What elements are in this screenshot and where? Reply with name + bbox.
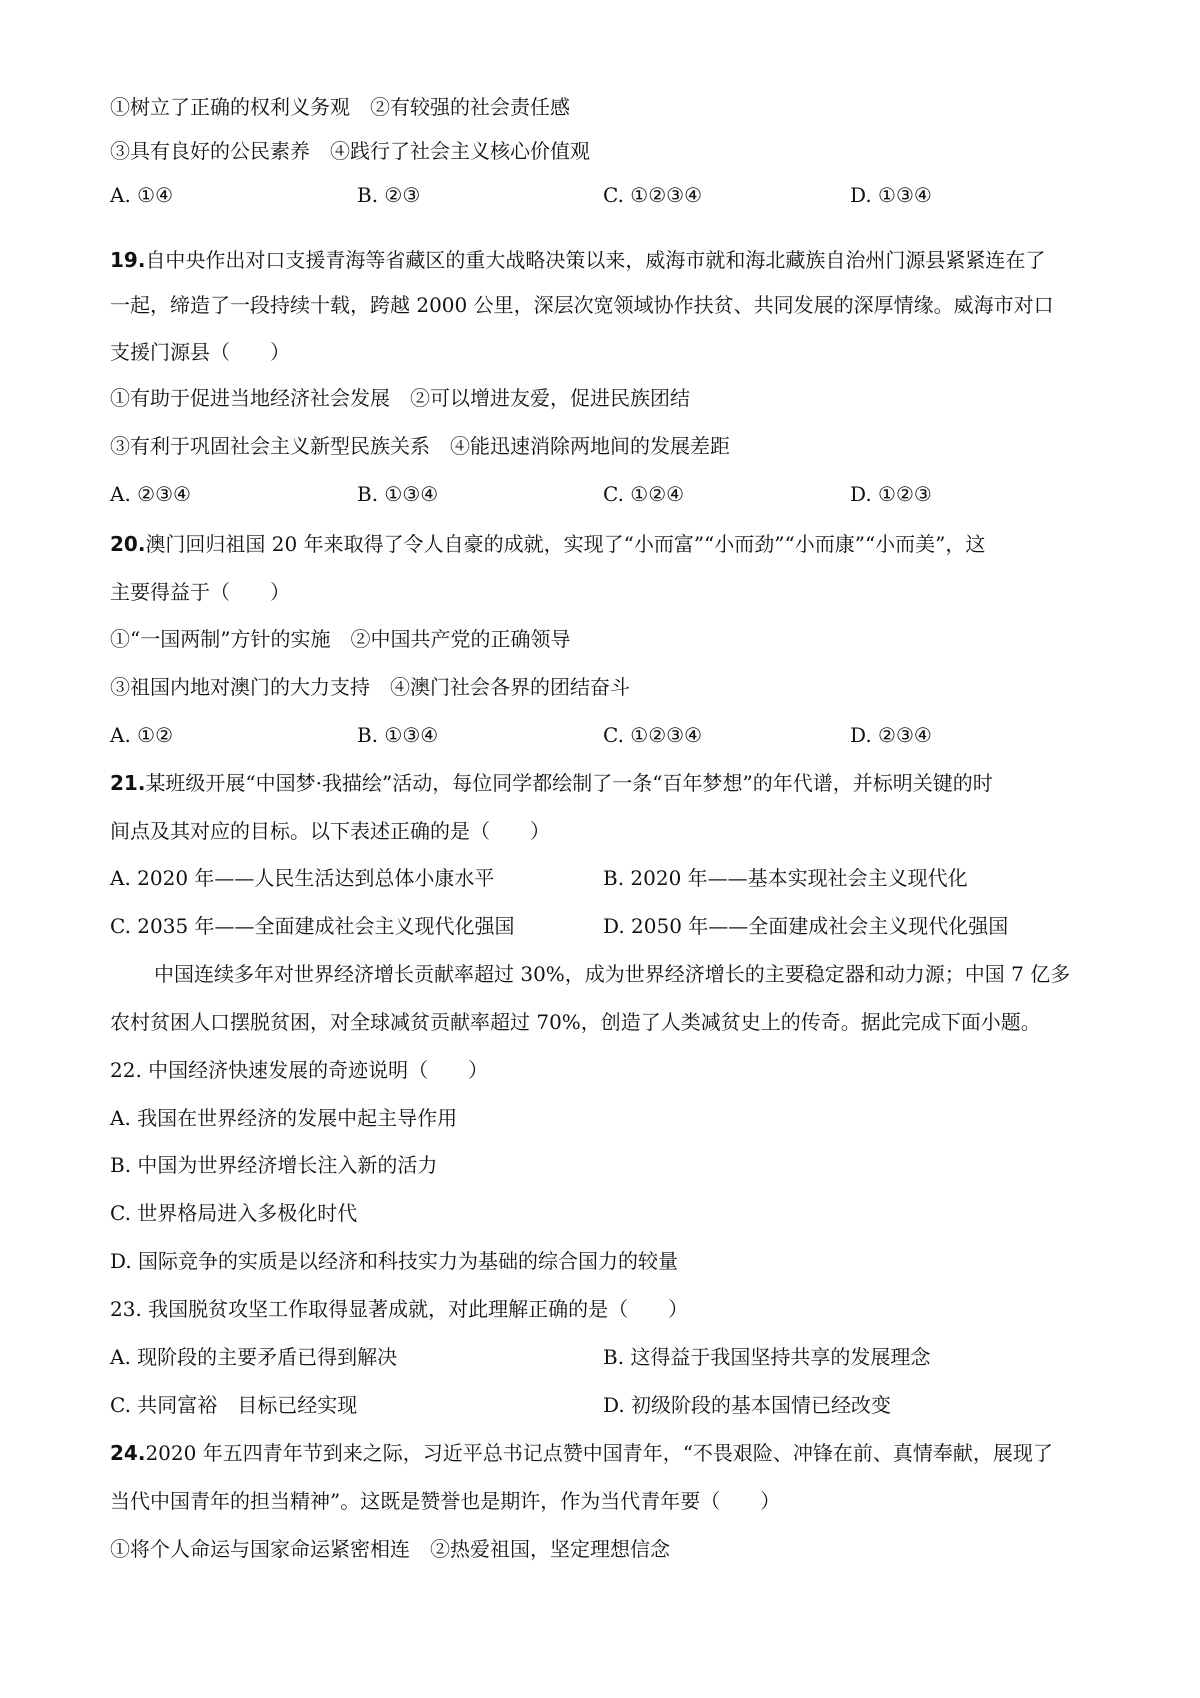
q20-stem-line-2: 主要得益于（ ）: [110, 580, 290, 604]
q21-option-a: A. 2020 年——人民生活达到总体小康水平: [110, 866, 495, 890]
q19-option-a: A. ②③④: [110, 482, 191, 506]
q22-option-d: D. 国际竞争的实质是以经济和科技实力为基础的综合国力的较量: [110, 1249, 679, 1273]
q21-option-b: B. 2020 年——基本实现社会主义现代化: [603, 866, 968, 890]
q19-stem-line-3: 支援门源县（ ）: [110, 340, 290, 364]
q21-number: 21.: [110, 771, 146, 795]
q20-option-c: C. ①②③④: [603, 723, 703, 747]
q24-number: 24.: [110, 1441, 146, 1465]
q21-option-c: C. 2035 年——全面建成社会主义现代化强国: [110, 914, 515, 938]
q18-option-a: A. ①④: [110, 183, 174, 207]
q19-stem-text: 自中央作出对口支援青海等省藏区的重大战略决策以来，威海市就和海北藏族自治州门源县紧紧连在了: [145, 248, 1046, 272]
q20-option-a: A. ①②: [110, 723, 174, 747]
q19-stem-line-1: [110, 246, 1045, 274]
q21-stem-text: 某班级开展“中国梦·我描绘”活动，每位同学都绘制了一条“百年梦想”的年代谱，并标明关键的时: [145, 771, 993, 795]
q19-option-c: C. ①②④: [603, 482, 685, 506]
q22-option-c: C. 世界格局进入多极化时代: [110, 1201, 358, 1225]
q20-statement-line-2: ③祖国内地对澳门的大力支持 ④澳门社会各界的团结奋斗: [110, 675, 630, 699]
q23-option-b: B. 这得益于我国坚持共享的发展理念: [603, 1345, 931, 1369]
q20-stem-text: 澳门回归祖国 20 年来取得了令人自豪的成就，实现了“小而富”“小而劲”“小而康”“小而美”，这: [145, 532, 986, 556]
material-line-2: 农村贫困人口摆脱贫困，对全球减贫贡献率超过 70%，创造了人类减贫史上的传奇。据此完成下面小题。: [110, 1010, 1041, 1034]
q18-statement-line-2: ③具有良好的公民素养 ④践行了社会主义核心价值观: [110, 139, 590, 163]
q22-stem: 22. 中国经济快速发展的奇迹说明（ ）: [110, 1058, 489, 1082]
q21-option-d: D. 2050 年——全面建成社会主义现代化强国: [603, 914, 1009, 938]
q19-statement-line-1: ①有助于促进当地经济社会发展 ②可以增进友爱，促进民族团结: [110, 386, 690, 410]
q20-option-d: D. ②③④: [850, 723, 932, 747]
q22-option-a: A. 我国在世界经济的发展中起主导作用: [110, 1106, 458, 1130]
q20-stem-line-1: [110, 530, 985, 558]
q19-option-d: D. ①②③: [850, 482, 932, 506]
q18-statement-line-1: ①树立了正确的权利义务观 ②有较强的社会责任感: [110, 95, 570, 119]
q19-option-b: B. ①③④: [357, 482, 439, 506]
q24-statement-line-1: ①将个人命运与国家命运紧密相连 ②热爱祖国，坚定理想信念: [110, 1537, 670, 1561]
q18-option-c: C. ①②③④: [603, 183, 703, 207]
q22-option-b: B. 中国为世界经济增长注入新的活力: [110, 1153, 438, 1177]
q24-stem-line-2: 当代中国青年的担当精神”。这既是赞誉也是期许，作为当代青年要（ ）: [110, 1489, 781, 1513]
q20-option-b: B. ①③④: [357, 723, 439, 747]
q21-stem-line-1: [110, 769, 993, 797]
q23-stem: 23. 我国脱贫攻坚工作取得显著成就，对此理解正确的是（ ）: [110, 1297, 689, 1321]
q24-stem-line-1: [110, 1439, 1053, 1467]
q18-option-d: D. ①③④: [850, 183, 932, 207]
q20-statement-line-1: ①“一国两制”方针的实施 ②中国共产党的正确领导: [110, 627, 571, 651]
q23-option-c: C. 共同富裕 目标已经实现: [110, 1393, 358, 1417]
material-line-1: 中国连续多年对世界经济增长贡献率超过 30%，成为世界经济增长的主要稳定器和动力源；中国 7 亿多: [154, 962, 1071, 986]
q24-stem-text: 2020 年五四青年节到来之际，习近平总书记点赞中国青年，“不畏艰险、冲锋在前、真情奉献，展现了: [145, 1441, 1053, 1465]
q19-stem-line-2: 一起，缔造了一段持续十载，跨越 2000 公里，深层次宽领域协作扶贫、共同发展的深厚情缘。威海市对口: [110, 293, 1054, 317]
q23-option-a: A. 现阶段的主要矛盾已得到解决: [110, 1345, 398, 1369]
q21-stem-line-2: 间点及其对应的目标。以下表述正确的是（ ）: [110, 819, 550, 843]
q19-statement-line-2: ③有利于巩固社会主义新型民族关系 ④能迅速消除两地间的发展差距: [110, 434, 730, 458]
q18-option-b: B. ②③: [357, 183, 421, 207]
q19-number: 19.: [110, 248, 146, 272]
q20-number: 20.: [110, 532, 146, 556]
q23-option-d: D. 初级阶段的基本国情已经改变: [603, 1393, 892, 1417]
